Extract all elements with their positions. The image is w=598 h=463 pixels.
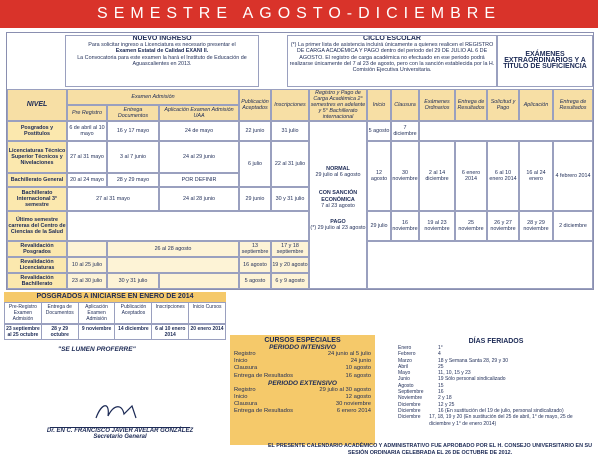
r5-pre [67, 241, 107, 257]
pago-title: PAGO [330, 219, 346, 226]
r5-pub: 13 septiembre [239, 241, 271, 257]
r1-aplic: 24 al 29 junio [159, 141, 239, 173]
r0-pub: 22 junio [239, 121, 271, 141]
feriado-month: Enero [398, 345, 412, 351]
row-value: 12 agosto [345, 394, 371, 401]
r2-pre: 20 al 24 mayo [67, 173, 107, 187]
r0-aplic: 24 de mayo [159, 121, 239, 141]
feriado-month: Diciembre [398, 401, 421, 408]
feriado-days: 1° [438, 345, 443, 351]
r3-insc: 30 y 31 julio [271, 187, 309, 211]
r7-insc: 6 y 9 agosto [271, 273, 309, 289]
nuevo-ingreso-title: NUEVO INGRESO [132, 35, 192, 42]
r0-pre: 6 de abril al 10 mayo [67, 121, 107, 141]
row-value: 30 noviembre [335, 401, 371, 408]
feriados-title: DÍAS FERIADOS [468, 338, 524, 345]
sancion-text: 7 al 23 agosto [321, 202, 355, 209]
rc1-entrega2: 4 febrero 2014 [553, 141, 593, 211]
r3-pub: 29 junio [239, 187, 271, 211]
r7-docs: 30 y 31 julio [107, 273, 159, 289]
header-entrega-documentos: Entrega Documentos [107, 105, 159, 121]
r7-pub: 5 agosto [239, 273, 271, 289]
row-nivel-6: Revalidación Licenciaturas [7, 257, 67, 273]
row-label: Clausura [234, 401, 258, 408]
r5-insc: 17 y 18 septiembre [271, 241, 309, 257]
header-entrega-resultados: Entrega de Resultados [455, 89, 487, 121]
row-value: 6 enero 2014 [336, 408, 371, 415]
normal-title: NORMAL [326, 166, 350, 172]
header-aplicacion-examen: Aplicación Examen Admisión UAA [159, 105, 239, 121]
r7-pre: 23 al 30 julio [67, 273, 107, 289]
r6-pre: 10 al 25 julio [67, 257, 107, 273]
nuevo-ingreso-text3: La Convocatoria para este examen la hará el Instituto de Educación de Aguascalientes en 2013. [77, 54, 247, 67]
rc1-entrega: 6 enero 2014 [455, 141, 487, 211]
r4-empty [67, 211, 309, 241]
rc2-examenes: 19 al 23 noviembre [419, 211, 455, 241]
intensivo-title: PERIODO INTENSIVO [269, 344, 336, 351]
rc2-inicio: 29 julio [367, 211, 391, 241]
feriado-days: 15 [438, 382, 444, 389]
nuevo-ingreso-box [65, 35, 259, 87]
p14-header: Publicación Aceptados [115, 303, 152, 323]
feriado-days: 11, 10, 15 y 23 [438, 370, 471, 377]
feriado-days: 18 y Semana Santa 28, 29 y 30 [438, 357, 509, 364]
r0-insc: 31 julio [271, 121, 309, 141]
rc2-entrega: 25 noviembre [455, 211, 487, 241]
rc1-solicitud: 6 al 10 enero 2014 [487, 141, 519, 211]
rc1-inicio: 12 agosto [367, 141, 391, 211]
signature-block [30, 400, 230, 440]
rc1-examenes: 2 al 14 diciembre [419, 141, 455, 211]
feriado-days: 17, 18, 19 y 20 (En sustitución del 25 de abril, 1° de mayo, 25 de diciembre y 1° de enero 2014) [429, 414, 573, 427]
posgrados-2014 [4, 292, 226, 353]
r5-docs: 26 al 28 agosto [107, 241, 239, 257]
academic-calendar [6, 32, 594, 290]
row-nivel-3: Bachillerato Internacional 3° semestre [7, 187, 67, 211]
row-label: Inicio [234, 358, 248, 365]
header-aplicacion: Aplicación [519, 89, 553, 121]
row-nivel-4: Último semestre carreras del Centro de Ciencias de la Salud [7, 211, 67, 241]
posgrados-2014-values [4, 324, 226, 340]
cursos-especiales [230, 335, 375, 445]
r1-pub: 6 julio [239, 141, 271, 187]
r1-pre: 27 al 31 mayo [67, 141, 107, 173]
extensivo-title: PERIODO EXTENSIVO [268, 379, 337, 387]
r3-aplic: 24 al 28 junio [159, 187, 239, 211]
r1-insc: 22 al 31 julio [271, 141, 309, 187]
feriado-days: 16 (En sustitución del 19 de julio, personal sindicalizado) [438, 407, 564, 414]
r6-insc: 19 y 20 agosto [271, 257, 309, 273]
extensivo-row [230, 401, 375, 408]
r1-docs: 3 al 7 junio [107, 141, 159, 173]
feriado-days: 12 y 25 [438, 401, 455, 408]
header-nivel: NIVEL [7, 89, 67, 121]
header-examen-admision: Examen Admisión [67, 89, 239, 105]
rc0-rest [419, 121, 593, 141]
feriado-month: Marzo [398, 357, 412, 364]
r7-aplic [159, 273, 239, 289]
nuevo-ingreso-text2: Examen Estatal de Calidad EXANI II. [115, 48, 209, 55]
header-solicitud-pago: Solicitud y Pago [487, 89, 519, 121]
rc2-solicitud: 26 y 27 noviembre [487, 211, 519, 241]
row-value: 24 junio al 5 julio [327, 351, 371, 357]
normal-text: 29 julio al 6 agosto [315, 172, 361, 179]
feriado-days: 25 [438, 363, 444, 370]
intensivo-row [230, 373, 375, 380]
row-value: 10 agosto [345, 365, 371, 372]
ciclo-escolar-text: (*) La primer lista de asistencia incluirá únicamente a quienes realicen el REGISTRO DE CARGA ACADÉMICA Y PAGO dentro del periodo del 29 DE JULIO AL 6 DE AGOSTO. El registro de carga académica no efectuado en ese periodo podrá realizarse únicamente del 7 al 23 de agosto, pero con la sanción establecida por la H. Comisión Ejecutiva Universitaria. [289, 42, 495, 74]
r6-docs [107, 257, 239, 273]
intensivo-row [230, 351, 375, 358]
feriado-month: Septiembre [398, 389, 424, 396]
rc2-aplicacion: 28 y 29 noviembre [519, 211, 553, 241]
approval-footer: EL PRESENTE CALENDARIO ACADÉMICO Y ADMINISTRATIVO FUE APROBADO POR EL H. CONSEJO UNIVERSITARIO EN SU SESIÓN ORDINARIA CELEBRADA EL 26 DE OCTUBRE DE 2012. [267, 443, 593, 456]
signature-mark [92, 400, 152, 422]
r0-docs: 16 y 17 mayo [107, 121, 159, 141]
rc1-aplicacion: 16 al 24 enero [519, 141, 553, 211]
header-publicacion: Publicación Aceptados [239, 89, 271, 121]
header-clausura: Clausura [391, 89, 419, 121]
p14-value: 28 y 29 octubre [42, 325, 79, 339]
examenes-title: EXÁMENES EXTRAORDINARIOS Y A TÍTULO DE SUFICIENCIA [503, 50, 587, 71]
posgrados-2014-headers [4, 302, 226, 324]
cursos-title: CURSOS ESPECIALES [264, 337, 341, 344]
row-nivel-1: Licenciaturas Técnico Superior Técnicos y Nivelaciones [7, 141, 67, 173]
feriado-row [398, 414, 594, 427]
header-registro-pago: Registro y Pago de Carga Académica 2° semestres en adelante y 5° Bachillerato internacional [310, 89, 366, 121]
p14-value: 20 enero 2014 [190, 326, 224, 332]
feriado-days: 16 [438, 389, 444, 396]
registro-column [309, 121, 367, 289]
extensivo-row [230, 394, 375, 401]
semester-banner: SEMESTRE AGOSTO-DICIEMBRE [0, 0, 598, 28]
posgrados-2014-title: POSGRADOS A INICIARSE EN ENERO DE 2014 [4, 292, 226, 302]
p14-header: Pre-Registro Examen Admisión [5, 303, 42, 323]
p14-header: Inicio Cursos [192, 304, 222, 310]
r2-aplic: POR DEFINIR [159, 173, 239, 187]
p14-header: Inscripciones [152, 303, 189, 323]
nuevo-ingreso-text1: Para solicitar ingreso a Licenciatura es necesario presentar el [88, 42, 236, 49]
row-label: Inicio [234, 394, 248, 401]
rc2-clausura: 16 noviembre [391, 211, 419, 241]
feriado-days: 19 Sólo personal sindicalizado [438, 376, 506, 383]
row-value: 16 agosto [345, 372, 371, 379]
rc0-inicio: 5 agosto [367, 121, 391, 141]
row-label: Registro [234, 386, 256, 393]
row-label: Entrega de Resultados [234, 408, 293, 415]
header-entrega-resultados-2: Entrega de Resultados [553, 89, 593, 121]
row-nivel-2: Bachillerato General [7, 173, 67, 187]
row-label: Entrega de Resultados [234, 372, 293, 379]
extensivo-row [230, 387, 375, 394]
p14-value: 23 septiembre al 25 octubre [5, 325, 42, 339]
header-inicio: Inicio [367, 89, 391, 121]
feriado-month: Mayo [398, 370, 411, 377]
feriado-days: 4 [438, 351, 441, 358]
feriado-month: Abril [398, 363, 409, 370]
pago-text: (*) 29 julio al 23 agosto [310, 225, 366, 232]
rc1-clausura: 30 noviembre [391, 141, 419, 211]
header-inscripciones: Inscripciones [271, 89, 309, 121]
row-nivel-0: Posgrados y Postítulos [7, 121, 67, 141]
p14-value: 9 noviembre [79, 325, 116, 339]
ciclo-escolar-title: CICLO ESCOLAR [363, 35, 421, 42]
r2-docs: 28 y 29 mayo [107, 173, 159, 187]
extensivo-row [230, 408, 375, 415]
row-nivel-7: Revalidación Bachillerato [7, 273, 67, 289]
feriado-month: Diciembre [398, 407, 421, 414]
feriado-month: Agosto [398, 382, 414, 389]
p14-header: Aplicación Examen Admisión [79, 303, 116, 323]
feriado-month: Diciembre [398, 414, 421, 421]
row-value: 29 julio al 30 agosto [319, 386, 371, 393]
header-pre-registro: Pre Registro [67, 105, 107, 121]
row-value: 24 junio [350, 358, 371, 365]
p14-value: 6 al 10 enero 2014 [152, 325, 189, 339]
signature-name: Dr. EN C. FRANCISCO JAVIER AVELAR GONZÁLEZ [46, 428, 194, 434]
intensivo-row [230, 365, 375, 372]
examenes-box [497, 35, 593, 87]
lema: "SE LUMEN PROFERRE" [58, 346, 136, 353]
feriado-month: Noviembre [398, 395, 423, 402]
r6-pub: 16 agosto [239, 257, 271, 273]
header-examenes-ordinarios: Exámenes Ordinarios [419, 89, 455, 121]
feriado-month: Febrero [398, 351, 416, 358]
row-label: Clausura [234, 365, 258, 372]
p14-value: 14 diciembre [115, 325, 152, 339]
intensivo-row [230, 358, 375, 365]
rc2-entrega2: 2 diciembre [553, 211, 593, 241]
rc0-clausura: 7 diciembre [391, 121, 419, 141]
feriado-days: 2 y 18 [438, 395, 452, 402]
sancion-title: CON SANCIÓN ECONÓMICA [318, 190, 358, 203]
signature-role: Secretario General [93, 434, 147, 440]
p14-header: Entrega de Documentos [42, 303, 79, 323]
ciclo-escolar-box [287, 35, 497, 87]
row-label: Registro [234, 351, 256, 357]
r3-pre: 27 al 31 mayo [67, 187, 159, 211]
rc-empty-bottom [367, 241, 593, 289]
row-nivel-5: Revalidación Posgrados [7, 241, 67, 257]
dias-feriados [398, 338, 594, 427]
feriado-month: Junio [398, 376, 410, 383]
